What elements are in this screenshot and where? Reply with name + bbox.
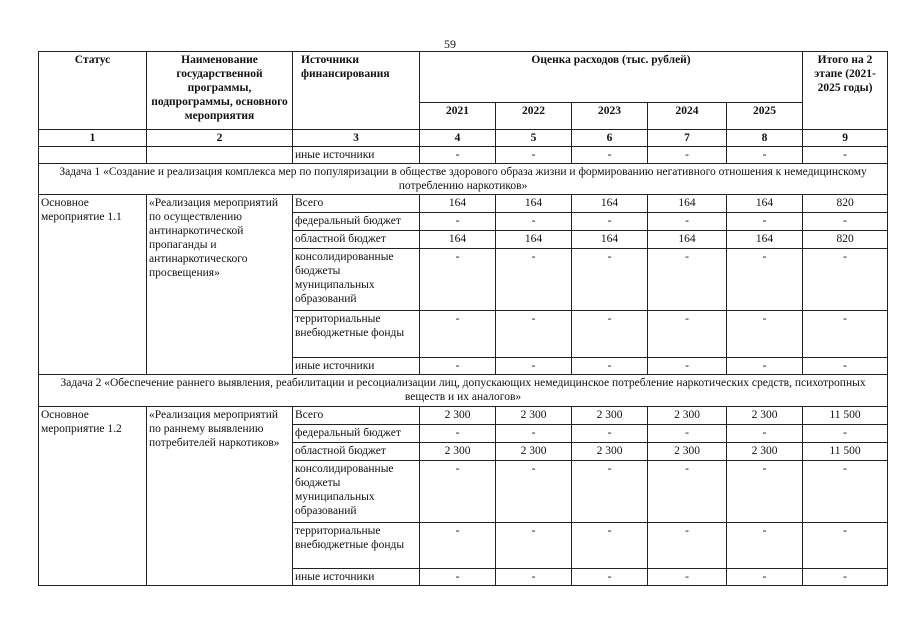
value-cell: - (727, 523, 803, 569)
value-cell: 2 300 (496, 443, 572, 461)
value-cell: - (648, 461, 727, 523)
header-total: Итого на 2 этапе (2021-2025 годы) (803, 52, 888, 130)
value-cell: - (803, 523, 888, 569)
value-cell: 2 300 (420, 407, 496, 425)
value-cell: 820 (803, 231, 888, 249)
col-number: 7 (648, 130, 727, 147)
value-cell: - (727, 311, 803, 358)
value-cell: - (648, 569, 727, 586)
value-cell: - (648, 523, 727, 569)
measure-status: Основное мероприятие 1.1 (39, 195, 147, 375)
value-cell: - (803, 358, 888, 375)
value-cell: - (572, 213, 648, 231)
source-cell: иные источники (293, 147, 420, 164)
value-cell: 820 (803, 195, 888, 213)
value-cell: - (803, 461, 888, 523)
value-cell: - (572, 249, 648, 311)
value-cell: - (496, 425, 572, 443)
value-cell: - (572, 523, 648, 569)
value-cell: 164 (420, 195, 496, 213)
source-cell: федеральный бюджет (293, 425, 420, 443)
value-cell: - (496, 523, 572, 569)
value-cell: 164 (572, 195, 648, 213)
value-cell: - (572, 358, 648, 375)
value-cell: - (727, 569, 803, 586)
value-cell: - (572, 147, 648, 164)
value-cell: 164 (648, 195, 727, 213)
value-cell: - (496, 358, 572, 375)
value-cell: 2 300 (727, 407, 803, 425)
value-cell: - (496, 147, 572, 164)
value-cell: - (803, 311, 888, 358)
source-cell: областной бюджет (293, 231, 420, 249)
source-cell: Всего (293, 407, 420, 425)
value-cell: - (420, 523, 496, 569)
source-cell: федеральный бюджет (293, 213, 420, 231)
col-number: 2 (147, 130, 293, 147)
col-number: 3 (293, 130, 420, 147)
source-cell: территориальные внебюджетные фонды (293, 311, 420, 358)
value-cell: - (420, 213, 496, 231)
col-number: 6 (572, 130, 648, 147)
header-status: Статус (39, 52, 147, 130)
value-cell: 2 300 (572, 443, 648, 461)
value-cell: 164 (420, 231, 496, 249)
value-cell: - (572, 461, 648, 523)
header-year: 2024 (648, 103, 727, 130)
value-cell: 2 300 (572, 407, 648, 425)
value-cell: 2 300 (727, 443, 803, 461)
value-cell: - (496, 311, 572, 358)
task-title: Задача 1 «Создание и реализация комплекса мер по популяризации в обществе здорового образа жизни и формированию негативного отношения к немедицинскому потреблению наркотиков» (39, 164, 888, 195)
header-funding-sources: Источники финансирования (293, 52, 420, 130)
value-cell: 164 (496, 231, 572, 249)
value-cell: - (803, 425, 888, 443)
value-cell: 2 300 (648, 443, 727, 461)
measure-name: «Реализация мероприятий по раннему выявлению потребителей наркотиков» (147, 407, 293, 586)
value-cell: - (648, 213, 727, 231)
value-cell: - (803, 213, 888, 231)
value-cell: 164 (572, 231, 648, 249)
source-cell: иные источники (293, 569, 420, 586)
value-cell: - (572, 311, 648, 358)
value-cell: 164 (648, 231, 727, 249)
header-program-name: Наименование государственной программы, подпрограммы, основного мероприятия (147, 52, 293, 130)
value-cell: - (727, 213, 803, 231)
value-cell: 2 300 (496, 407, 572, 425)
value-cell: 164 (727, 231, 803, 249)
table-row (39, 195, 888, 213)
source-cell: областной бюджет (293, 443, 420, 461)
col-number: 4 (420, 130, 496, 147)
value-cell: - (420, 569, 496, 586)
value-cell: 11 500 (803, 407, 888, 425)
source-cell: Всего (293, 195, 420, 213)
value-cell: 164 (727, 195, 803, 213)
value-cell: - (648, 147, 727, 164)
value-cell: - (727, 461, 803, 523)
measure-status: Основное мероприятие 1.2 (39, 407, 147, 586)
value-cell: - (803, 569, 888, 586)
header-cost-estimate: Оценка расходов (тыс. рублей) (420, 52, 803, 103)
source-cell: территориальные внебюджетные фонды (293, 523, 420, 569)
value-cell: - (420, 461, 496, 523)
value-cell: - (803, 249, 888, 311)
budget-table (38, 51, 888, 586)
col-number: 5 (496, 130, 572, 147)
value-cell: - (727, 249, 803, 311)
header-year: 2023 (572, 103, 648, 130)
value-cell: - (496, 213, 572, 231)
value-cell: - (420, 425, 496, 443)
table-row (39, 147, 888, 164)
value-cell: - (727, 358, 803, 375)
value-cell: - (496, 569, 572, 586)
source-cell: консолидированные бюджеты муниципальных образований (293, 249, 420, 311)
col-number: 9 (803, 130, 888, 147)
header-year: 2025 (727, 103, 803, 130)
page-number: 59 (444, 37, 456, 51)
header-year: 2022 (496, 103, 572, 130)
value-cell: - (727, 425, 803, 443)
value-cell: 164 (496, 195, 572, 213)
value-cell: - (572, 425, 648, 443)
value-cell: 2 300 (648, 407, 727, 425)
value-cell: - (496, 461, 572, 523)
value-cell: 2 300 (420, 443, 496, 461)
measure-name: «Реализация мероприятий по осуществлению антинаркотической пропаганды и антинаркотического просвещения» (147, 195, 293, 375)
value-cell: - (648, 358, 727, 375)
table-row (39, 407, 888, 425)
value-cell: - (420, 249, 496, 311)
value-cell: - (727, 147, 803, 164)
value-cell: - (420, 311, 496, 358)
value-cell: - (420, 358, 496, 375)
value-cell: - (572, 569, 648, 586)
value-cell: - (420, 147, 496, 164)
col-number: 8 (727, 130, 803, 147)
value-cell: - (803, 147, 888, 164)
value-cell: 11 500 (803, 443, 888, 461)
header-year: 2021 (420, 103, 496, 130)
source-cell: иные источники (293, 358, 420, 375)
source-cell: консолидированные бюджеты муниципальных образований (293, 461, 420, 523)
col-number: 1 (39, 130, 147, 147)
value-cell: - (648, 311, 727, 358)
value-cell: - (496, 249, 572, 311)
value-cell: - (648, 249, 727, 311)
task-title: Задача 2 «Обеспечение раннего выявления, реабилитации и ресоциализации лиц, допускающих немедицинское потребление наркотических средств, психотропных веществ и их аналогов» (39, 375, 888, 407)
value-cell: - (648, 425, 727, 443)
